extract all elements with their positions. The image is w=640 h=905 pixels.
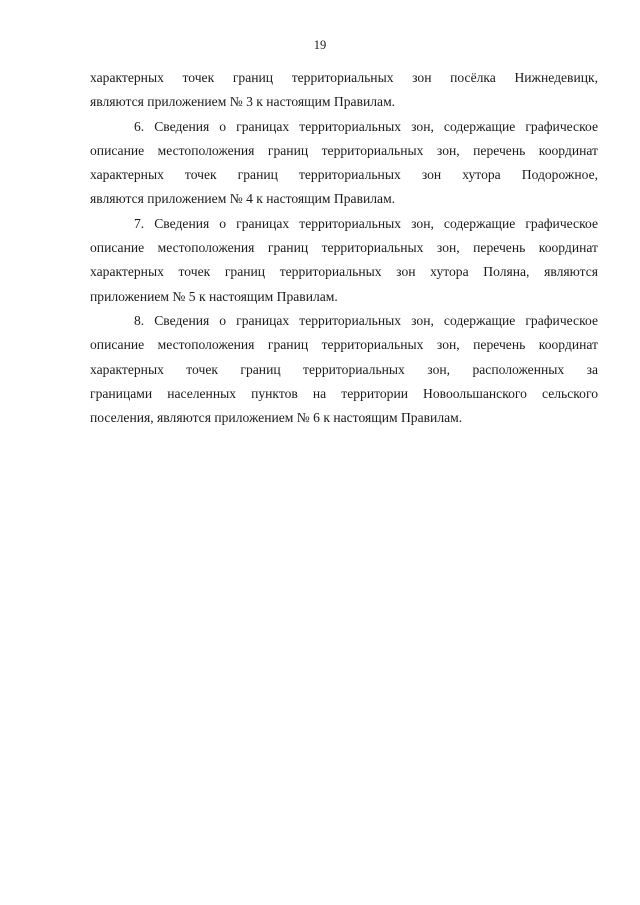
text-line: 6. Сведения о границах территориальных зон, содержащие графическое (134, 118, 598, 134)
paragraph-1 (90, 66, 598, 115)
text-line: приложением № 5 к настоящим Правилам. (90, 288, 338, 304)
text-line: 7. Сведения о границах территориальных зон, содержащие графическое (134, 215, 598, 231)
text-line: характерных точек границ территориальных зон посёлка Нижнедевицк, (90, 70, 598, 85)
text-line: поселения, являются приложением № 6 к настоящим Правилам. (90, 410, 463, 426)
text-line: границами населенных пунктов на территории Новоольшанского сельского (90, 385, 598, 401)
text-line: 8. Сведения о границах территориальных зон, содержащие графическое (134, 312, 598, 328)
text-line: описание местоположения границ территориальных зон, перечень координат (90, 142, 598, 158)
text-line: характерных точек границ территориальных зон, расположенных за (90, 361, 598, 377)
text-line: описание местоположения границ территориальных зон, перечень координат (90, 337, 598, 353)
text-line: характерных точек границ территориальных зон хутора Подорожное, (90, 167, 598, 183)
text-line: характерных точек границ территориальных зон хутора Поляна, являются (90, 264, 598, 280)
text-line: являются приложением № 4 к настоящим Правилам. (90, 191, 396, 207)
paragraph-8 (90, 309, 598, 430)
paragraph-7 (90, 212, 598, 309)
page-number: 19 (313, 38, 327, 52)
text-line: являются приложением № 3 к настоящим Правилам. (90, 94, 396, 110)
body-text (90, 66, 598, 430)
paragraph-6 (90, 115, 598, 212)
text-line: описание местоположения границ территориальных зон, перечень координат (90, 240, 598, 256)
